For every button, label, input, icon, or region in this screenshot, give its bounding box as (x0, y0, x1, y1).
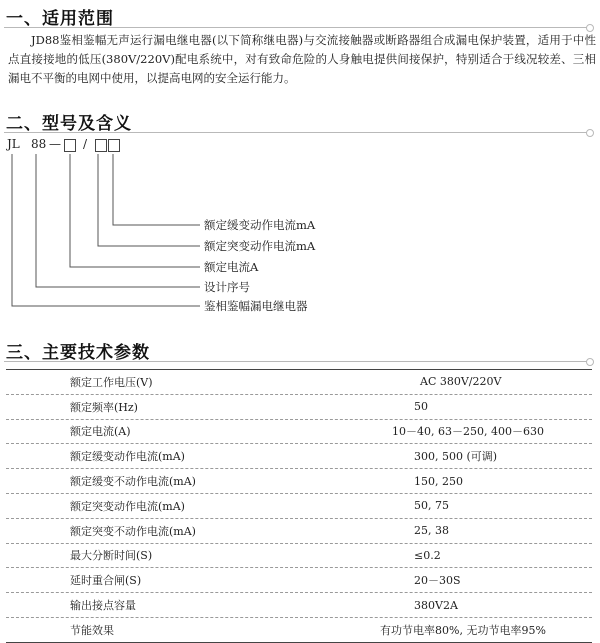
spec-name: 额定突变动作电流(mA) (70, 499, 185, 513)
table-row (6, 568, 592, 593)
meaning-label: 鉴相鉴幅漏电继电器 (204, 299, 308, 313)
spec-name: 额定工作电压(V) (70, 375, 153, 389)
spec-name: 最大分断时间(S) (70, 549, 153, 563)
spec-value: 20－30S (414, 574, 461, 588)
spec-name: 延时重合闸(S) (70, 574, 142, 588)
table-row (6, 593, 592, 618)
table-row (6, 370, 592, 395)
table-row (6, 519, 592, 544)
spec-name: 额定频率(Hz) (70, 400, 138, 414)
table-row (6, 395, 592, 420)
section-title-scope: 一、适用范围 (6, 9, 114, 29)
spec-value: 50, 75 (414, 499, 449, 513)
spec-value: 25, 38 (414, 524, 449, 538)
table-row (6, 469, 592, 494)
spec-name: 节能效果 (70, 623, 114, 637)
table-row (6, 494, 592, 519)
leader-line (113, 154, 200, 225)
model-code-prefix: JL (7, 137, 20, 151)
spec-name: 额定缓变动作电流(mA) (70, 450, 185, 464)
spec-value: 150, 250 (414, 474, 463, 488)
spec-value: 50 (414, 400, 428, 414)
table-row (6, 544, 592, 569)
spec-value: AC 380V/220V (420, 375, 502, 389)
section-divider (4, 361, 588, 362)
spec-value: 380V2A (414, 598, 458, 612)
spec-table (6, 369, 592, 643)
leader-line (12, 154, 200, 306)
section-title-model: 二、型号及含义 (6, 114, 132, 134)
spec-name: 额定缓变不动作电流(mA) (70, 475, 196, 489)
section-title-specs: 三、主要技术参数 (6, 343, 150, 363)
spec-name: 额定电流(A) (70, 425, 131, 439)
model-code-slash: / (83, 137, 88, 151)
meaning-label: 设计序号 (204, 280, 250, 294)
spec-value: 有功节电率80%, 无功节电率95% (380, 623, 546, 637)
scope-paragraph: JD88鉴相鉴幅无声运行漏电继电器(以下简称继电器)与交流接触器或断路器组合成漏电保护装置，适用于中性点直接接地的低压(380V/220V)配电系统中，对有致命危险的人身触电提供间接保护，特别适合于线况较差、三相漏电不平衡的电网中使用，以提高电网的安全运行能力。 (8, 33, 596, 85)
meaning-label: 额定电流A (204, 260, 259, 274)
leader-line (70, 154, 200, 267)
spec-value: 300, 500 (可调) (414, 450, 498, 464)
spec-value: 10－40, 63－250, 400－630 (392, 425, 544, 439)
spec-name: 输出接点容量 (70, 599, 136, 613)
model-code-number: 88 (31, 137, 47, 151)
model-code-dash: — (49, 137, 61, 151)
meaning-label: 额定突变动作电流mA (204, 239, 316, 253)
meaning-label: 额定缓变动作电流mA (204, 218, 316, 232)
spec-value: ≤0.2 (414, 548, 441, 562)
spec-name: 额定突变不动作电流(mA) (70, 524, 196, 538)
table-row (6, 420, 592, 445)
table-row (6, 444, 592, 469)
